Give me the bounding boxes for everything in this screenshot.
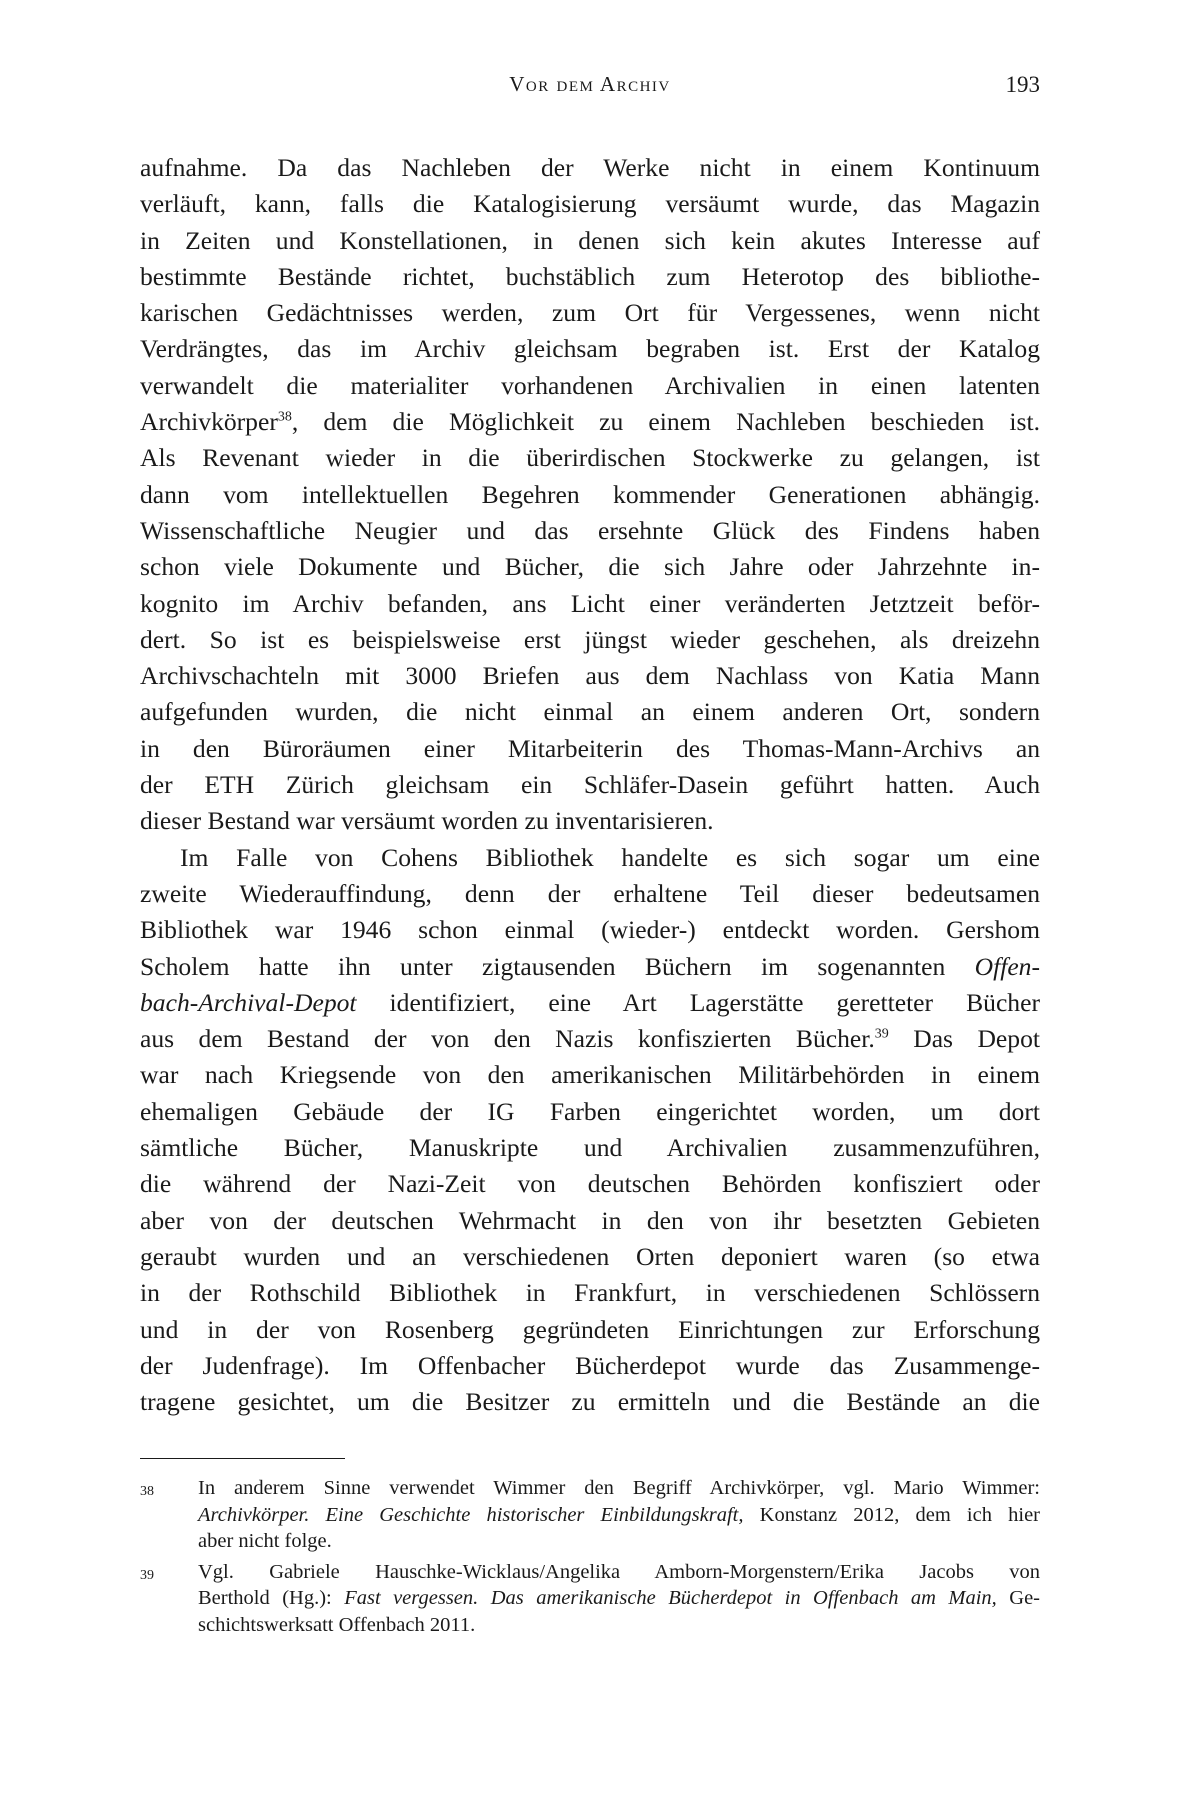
text-span: Archivkörper: [140, 407, 278, 437]
footnotes: [140, 1475, 1040, 1642]
text-line: Als Revenant wieder in die überirdischen Stockwerke zu gelangen, ist: [140, 443, 1040, 473]
text-span: Konstanz 2012, dem ich hier: [743, 1503, 1040, 1526]
text-line: schon viele Dokumente und Bücher, die sich Jahre oder Jahrzehnte in-: [140, 552, 1040, 582]
text-line: und in der von Rosenberg gegründeten Einrichtungen zur Erforschung: [140, 1314, 1040, 1344]
text-line: geraubt wurden und an verschiedenen Orten deponiert waren (so etwa: [140, 1241, 1040, 1271]
text-line: [140, 985, 1040, 1021]
text-line: verläuft, kann, falls die Katalogisierung versäumt wurde, das Magazin: [140, 189, 1040, 219]
footnote-38: [140, 1475, 1040, 1555]
text-line: aber von der deutschen Wehrmacht in den von ihr besetzten Gebieten: [140, 1205, 1040, 1235]
text-line: in den Büroräumen einer Mitarbeiterin des Thomas-Mann-Archivs an: [140, 733, 1040, 763]
text-line: tragene gesichtet, um die Besitzer zu ermitteln und die Bestände an die: [140, 1387, 1040, 1417]
text-line: Archivschachteln mit 3000 Briefen aus dem Nachlass von Katia Mann: [140, 661, 1040, 691]
text-line: der Judenfrage). Im Offenbacher Bücherdepot wurde das Zusammenge-: [140, 1350, 1040, 1380]
text-line: in Zeiten und Konstellationen, in denen sich kein akutes Interesse auf: [140, 225, 1040, 255]
text-line: aufgefunden wurden, die nicht einmal an einem anderen Ort, sondern: [140, 697, 1040, 727]
text-line: verwandelt die materialiter vorhandenen Archivalien in einen latenten: [140, 370, 1040, 400]
footnote-number: 38: [140, 1484, 154, 1499]
italic-span: bach-Archival-Depot: [140, 987, 357, 1017]
footnote-separator: [140, 1458, 345, 1459]
text-span: Das Depot: [888, 1024, 1040, 1054]
text-line: war nach Kriegsende von den amerikanischen Militärbehörden in einem: [140, 1060, 1040, 1090]
text-line: karischen Gedächtnisses werden, zum Ort für Vergessenes, wenn nicht: [140, 298, 1040, 328]
text-line: dann vom intellektuellen Begehren kommender Generationen abhängig.: [140, 479, 1040, 509]
italic-span: Offen-: [974, 951, 1040, 981]
text-line: Bibliothek war 1946 schon einmal (wieder-) entdeckt worden. Gershom: [140, 915, 1040, 945]
text-line: dert. So ist es beispielsweise erst jüngst wieder geschehen, als dreizehn: [140, 624, 1040, 654]
page-number: 193: [1005, 72, 1040, 97]
italic-span: Archivkörper. Eine Geschichte historischer Einbildungskraft,: [198, 1503, 744, 1526]
footnote-number: 39: [140, 1567, 154, 1583]
text-span: aus dem Bestand der von den Nazis konfiszierten Bücher.: [140, 1024, 875, 1054]
footnote-line: schichtswerksatt Offenbach 2011.: [198, 1613, 476, 1636]
text-span: , dem die Möglichkeit zu einem Nachleben beschieden ist.: [291, 407, 1040, 437]
text-line: Wissenschaftliche Neugier und das ersehnte Glück des Findens haben: [140, 515, 1040, 545]
text-line: ehemaligen Gebäude der IG Farben eingerichtet worden, um dort: [140, 1096, 1040, 1126]
text-line: der ETH Zürich gleichsam ein Schläfer-Dasein geführt hatten. Auch: [140, 770, 1040, 800]
text-line: dieser Bestand war versäumt worden zu inventarisieren.: [140, 806, 714, 836]
text-line: [140, 404, 1040, 440]
text-line: Verdrängtes, das im Archiv gleichsam begraben ist. Erst der Katalog: [140, 334, 1040, 364]
footnote-line: In anderem Sinne verwendet Wimmer den Begriff Archivkörper, vgl. Mario Wimmer:: [198, 1477, 1040, 1499]
footnote-line: aber nicht folge.: [198, 1530, 332, 1552]
footnote-line: [198, 1502, 1040, 1529]
paragraph-1: [140, 150, 1040, 840]
text-line: Im Falle von Cohens Bibliothek handelte es sich sogar um eine: [180, 842, 1040, 872]
italic-span: Fast vergessen. Das amerikanische Bücherdepot in Offenbach am Main,: [344, 1587, 997, 1609]
page-header: [140, 72, 1040, 112]
running-title: Vor dem Archiv: [509, 72, 671, 96]
body-text: [140, 150, 1040, 1420]
paragraph-2: [140, 840, 1040, 1421]
footnote-39: [140, 1559, 1040, 1639]
text-line: zweite Wiederauffindung, denn der erhaltene Teil dieser bedeutsamen: [140, 878, 1040, 908]
footnote-line: [198, 1585, 1040, 1612]
text-line: aufnahme. Da das Nachleben der Werke nicht in einem Kontinuum: [140, 153, 1040, 182]
footnote-ref-38[interactable]: 38: [277, 409, 292, 425]
text-span: Berthold (Hg.):: [198, 1587, 345, 1609]
footnote-line: Vgl. Gabriele Hauschke-Wicklaus/Angelika Amborn-Morgenstern/Erika Jacobs von: [198, 1560, 1040, 1583]
footnote-ref-39[interactable]: 39: [874, 1026, 889, 1042]
text-span: Scholem hatte ihn unter zigtausenden Büchern im sogenannten: [140, 951, 975, 981]
text-line: in der Rothschild Bibliothek in Frankfurt, in verschiedenen Schlössern: [140, 1278, 1040, 1308]
text-line: bestimmte Bestände richtet, buchstäblich zum Heterotop des bibliothe-: [140, 261, 1040, 291]
text-line: kognito im Archiv befanden, ans Licht einer veränderten Jetztzeit beför-: [140, 588, 1040, 618]
text-line: [140, 949, 1040, 985]
text-line: [140, 1021, 1040, 1057]
text-span: identifiziert, eine Art Lagerstätte geretteter Bücher: [356, 987, 1040, 1017]
text-line: die während der Nazi-Zeit von deutschen Behörden konfisziert oder: [140, 1169, 1040, 1199]
text-line: sämtliche Bücher, Manuskripte und Archivalien zusammenzuführen,: [140, 1133, 1040, 1163]
text-span: Ge-: [996, 1587, 1040, 1609]
